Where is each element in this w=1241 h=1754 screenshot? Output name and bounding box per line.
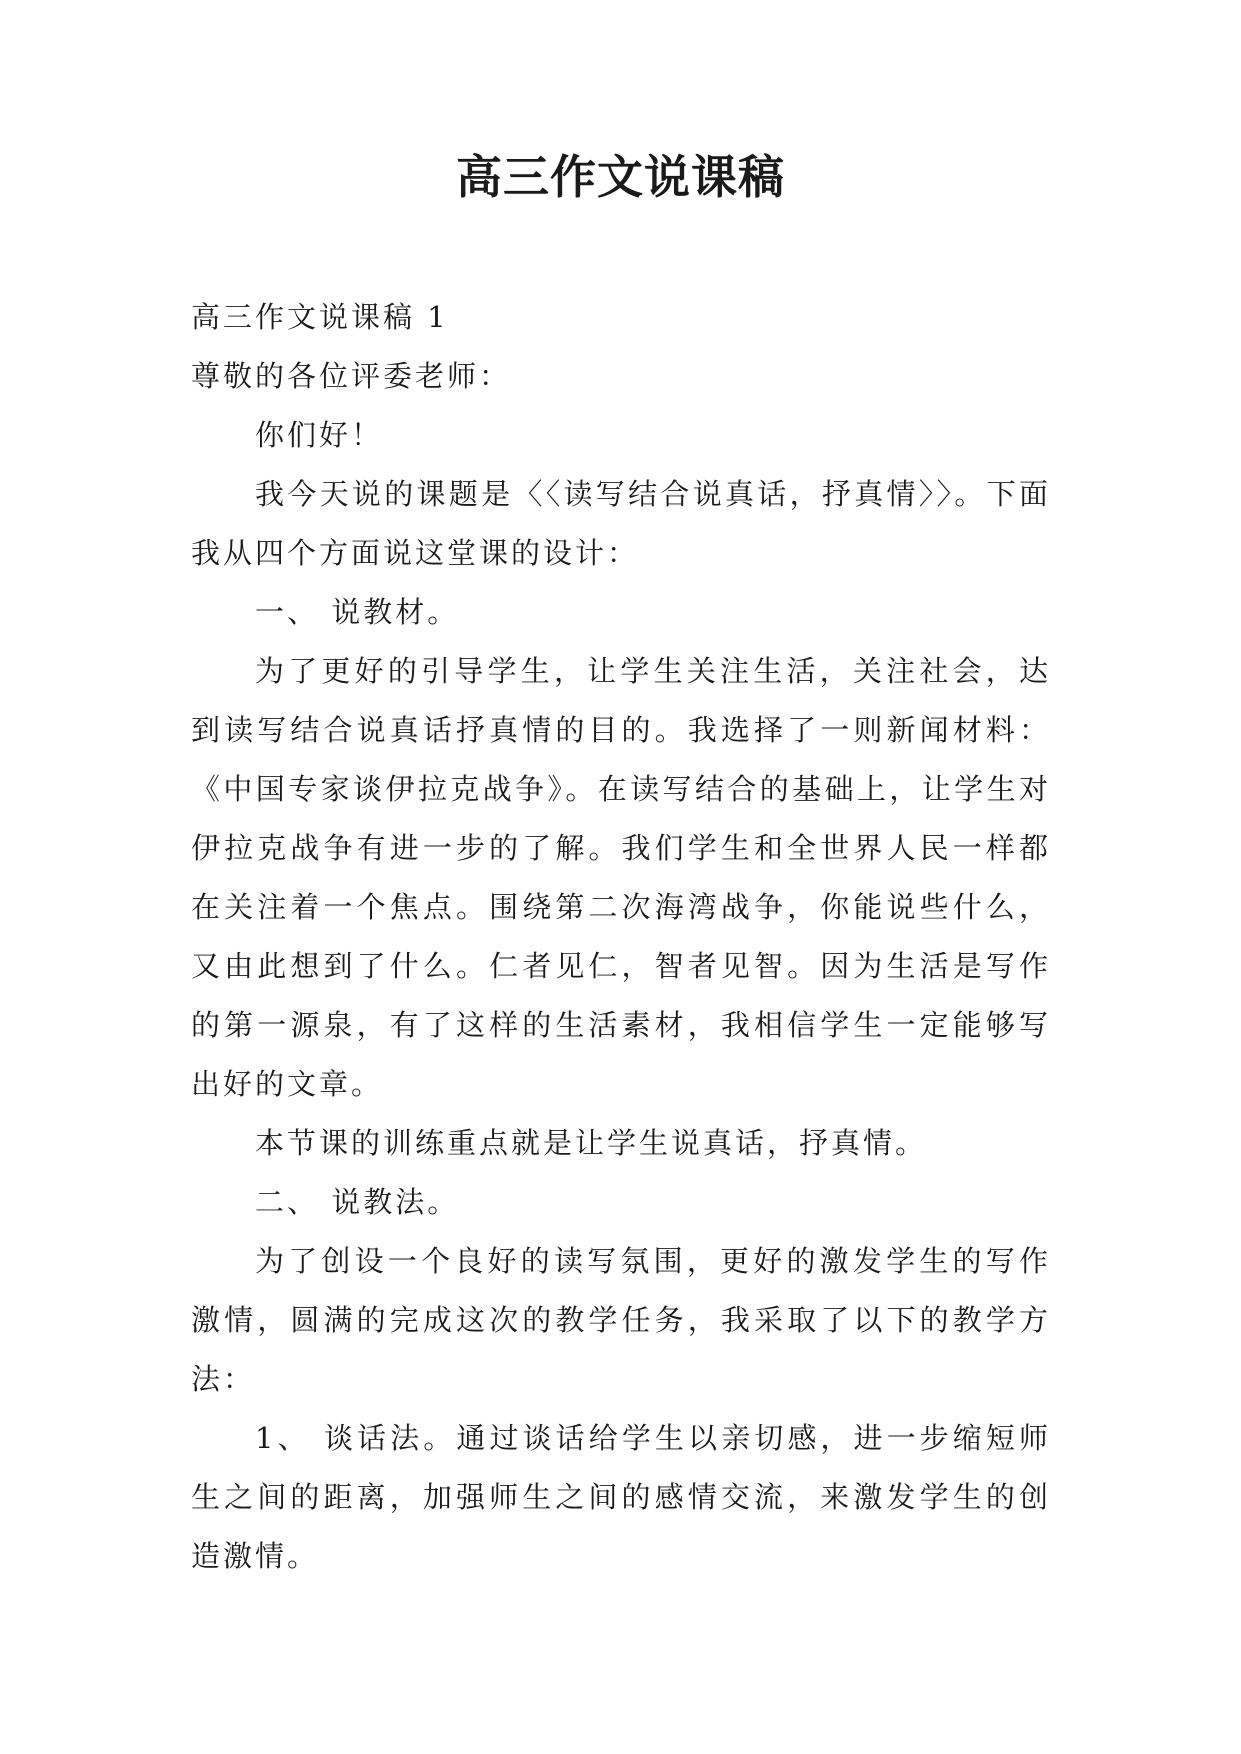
paragraph-method-1: 1、 谈话法。通过谈话给学生以亲切感，进一步缩短师生之间的距离，加强师生之间的感情交流，来激发学生的创造激情。 [191, 1421, 1051, 1573]
section-heading-textbook: 一、 说教材。 [255, 595, 460, 629]
paragraph-salutation: 尊敬的各位评委老师： [191, 359, 512, 393]
paragraph-textbook: 为了更好的引导学生，让学生关注生活，关注社会，达到读写结合说真话抒真情的目的。我选择了一则新闻材料：《中国专家谈伊拉克战争》。在读写结合的基础上，让学生对伊拉克战争有进一步的了解。我们学生和全世界人民一样都在关注着一个焦点。围绕第二次海湾战争，你能说些什么，又由此想到了什么。仁者见仁，智者见智。因为生活是写作的第一源泉，有了这样的生活素材，我相信学生一定能够写出好的文章。 [191, 654, 1051, 1101]
paragraph-method: 为了创设一个良好的读写氛围，更好的激发学生的写作激情，圆满的完成这次的教学任务，我采取了以下的教学方法： [191, 1244, 1051, 1396]
document-title: 高三作文说课稿 [456, 150, 785, 204]
paragraph-intro: 我今天说的课题是〈〈读写结合说真话，抒真情〉〉。下面我从四个方面说这堂课的设计： [191, 477, 1051, 570]
section-heading-method: 二、 说教法。 [255, 1185, 460, 1219]
paragraph-focus: 本节课的训练重点就是让学生说真话，抒真情。 [255, 1126, 928, 1160]
paragraph-greeting: 你们好！ [255, 418, 384, 452]
document-body [191, 288, 1051, 1586]
paragraph-heading: 高三作文说课稿 1 [191, 300, 449, 334]
